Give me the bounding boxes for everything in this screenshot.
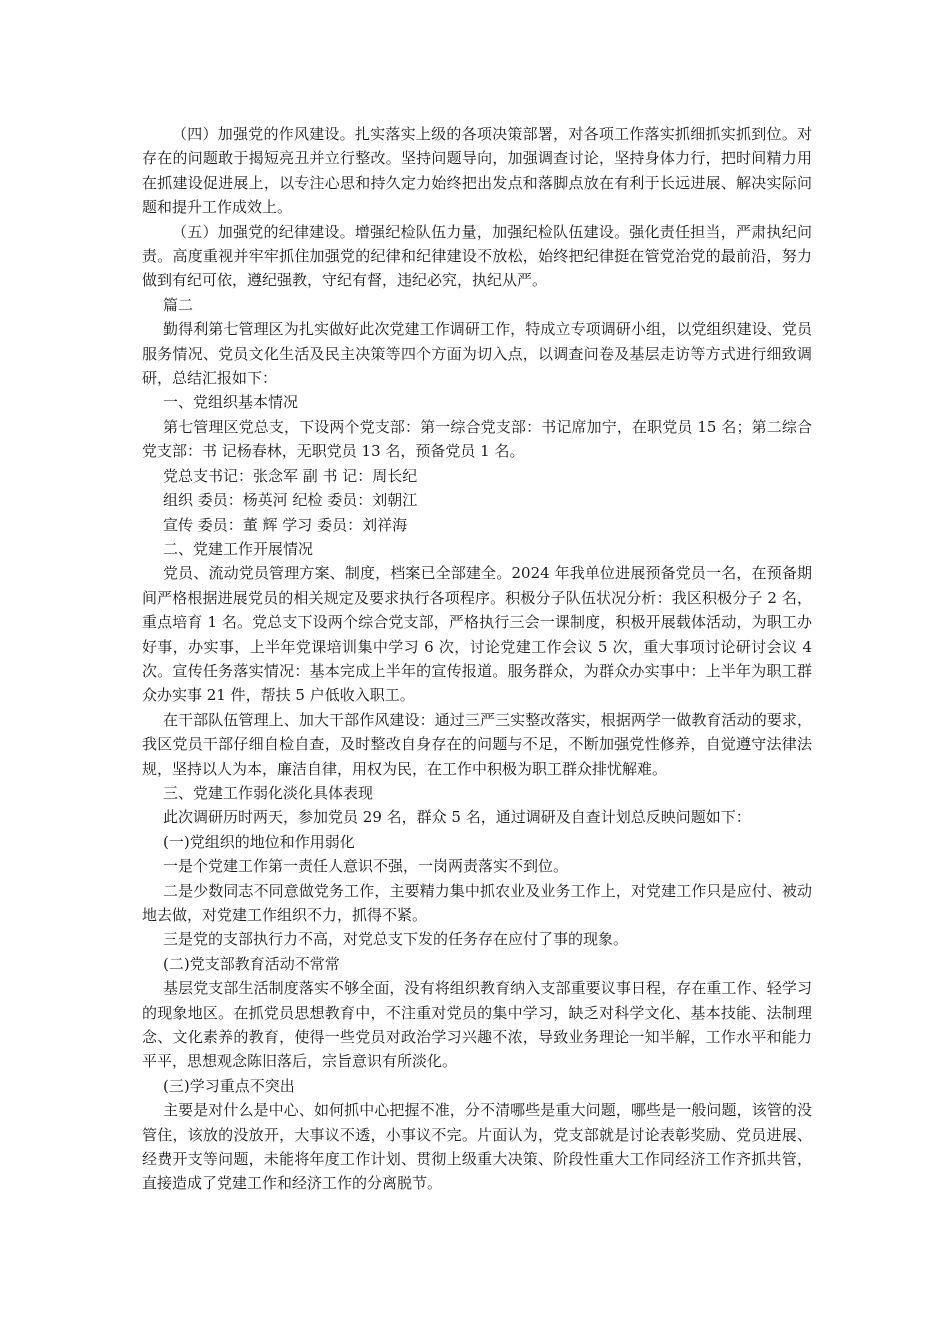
line-secretaries: 党总支书记：张念军 副 书 记：周长纪: [163, 466, 418, 485]
paragraph-point-two: 二是少数同志不同意做党务工作，主要精力集中抓农业及业务工作上，对党建工作只是应付、被动地去做，对党建工作组织不力，抓得不紧。: [142, 881, 812, 924]
section-heading-part-two: 篇二: [163, 295, 194, 314]
paragraph-member-management: 党员、流动党员管理方案、制度，档案已全部建全。2024 年我单位进展预备党员一名，在预备期间严格根据进展党员的相关规定及要求执行各项程序。积极分子队伍状况分析：我区积极分子 2 名，重点培育 1 名。党总支下设两个综合党支部，严格执行三会一课制度，积极开展载体活动，为职工办好事，办实事，上半年党课培训集中学习 6 次，讨论党建工作会议 5 次，重大事项讨论研讨会议 4 次。宣传任务落实情况：基本完成上半年的宣传报道。服务群众，为群众办实事中：上半年为职工群众办实事 21 件，帮扶 5 户低收入职工。: [142, 564, 812, 705]
heading-work-progress: 二、党建工作开展情况: [163, 539, 314, 558]
subheading-study-focus: (三)学习重点不突出: [163, 1076, 295, 1095]
paragraph-education: 基层党支部生活制度落实不够全面，没有将组织教育纳入支部重要议事日程，存在重工作、轻学习的现象地区。在抓党员思想教育中，不注重对党员的集中学习，缺乏对科学文化、基本技能、法制理念、文化素养的教育，使得一些党员对政治学习兴趣不浓，导致业务理论一知半解，工作水平和能力平平，思想观念陈旧落后，宗旨意识有所淡化。: [142, 979, 812, 1071]
paragraph-branches: 第七管理区党总支，下设两个党支部：第一综合党支部：书记席加宁，在职党员 15 名；第二综合党支部：书 记杨春林，无职党员 13 名，预备党员 1 名。: [142, 417, 812, 461]
paragraph-survey-summary: 此次调研历时两天，参加党员 29 名，群众 5 名，通过调研及自查计划总反映问题如下：: [163, 808, 751, 827]
paragraph-point-one: 一是个党建工作第一责任人意识不强，一岗两责落实不到位。: [163, 857, 569, 876]
paragraph-party-discipline: （五）加强党的纪律建设。增强纪检队伍力量，加强纪检队伍建设。强化责任担当，严肃执纪问责。高度重视并牢牢抓住加强党的纪律和纪律建设不放松，始终把纪律挺在管党治党的最前沿，努力做到有纪可依，遵纪强教，守纪有督，违纪必究，执纪从严。: [142, 222, 812, 290]
subheading-role-weakened: (一)党组织的地位和作用弱化: [163, 832, 355, 851]
line-organization-committee: 组织 委员：杨英河 纪检 委员：刘朝江: [163, 491, 418, 510]
paragraph-intro: 勤得利第七管理区为扎实做好此次党建工作调研工作，特成立专项调研小组，以党组织建设、党员服务情况、党员文化生活及民主决策等四个方面为切入点，以调查问卷及基层走访等方式进行细致调研，总结汇报如下：: [142, 320, 812, 388]
heading-basic-situation: 一、党组织基本情况: [163, 393, 299, 412]
paragraph-point-three: 三是党的支部执行力不高，对党总支下发的任务存在应付了事的现象。: [163, 930, 629, 949]
paragraph-study-focus: 主要是对什么是中心、如何抓中心把握不准，分不清哪些是重大问题，哪些是一般问题，该管的没管住，该放的没放开，大事议不透，小事议不完。片面认为，党支部就是讨论表彰奖励、党员进展、经费开支等问题，未能将年度工作计划、贯彻上级重大决策、阶段性重大工作同经济工作齐抓共管，直接造成了党建工作和经济工作的分离脱节。: [142, 1101, 812, 1193]
paragraph-party-style: （四）加强党的作风建设。扎实落实上级的各项决策部署，对各项工作落实抓细抓实抓到位。对存在的问题敢于揭短亮丑并立行整改。坚持问题导向，加强调查讨论，坚持身体力行，把时间精力用在抓建设促进展上，以专注心思和持久定力始终把出发点和落脚点放在有利于长远进展、解决实际问题和提升工作成效上。: [142, 125, 812, 217]
line-publicity-committee: 宣传 委员：董 辉 学习 委员：刘祥海: [163, 515, 408, 534]
heading-weakening: 三、党建工作弱化淡化具体表现: [163, 783, 374, 802]
document-page: [142, 122, 812, 1196]
paragraph-cadre-management: 在干部队伍管理上、加大干部作风建设：通过三严三实整改落实，根据两学一做教育活动的要求，我区党员干部仔细自检自查，及时整改自身存在的问题与不足，不断加强党性修养，自觉遵守法律法规，坚持以人为本，廉洁自律，用权为民，在工作中积极为职工群众排忧解难。: [142, 710, 812, 778]
subheading-education-activity: (二)党支部教育活动不常常: [163, 954, 340, 973]
